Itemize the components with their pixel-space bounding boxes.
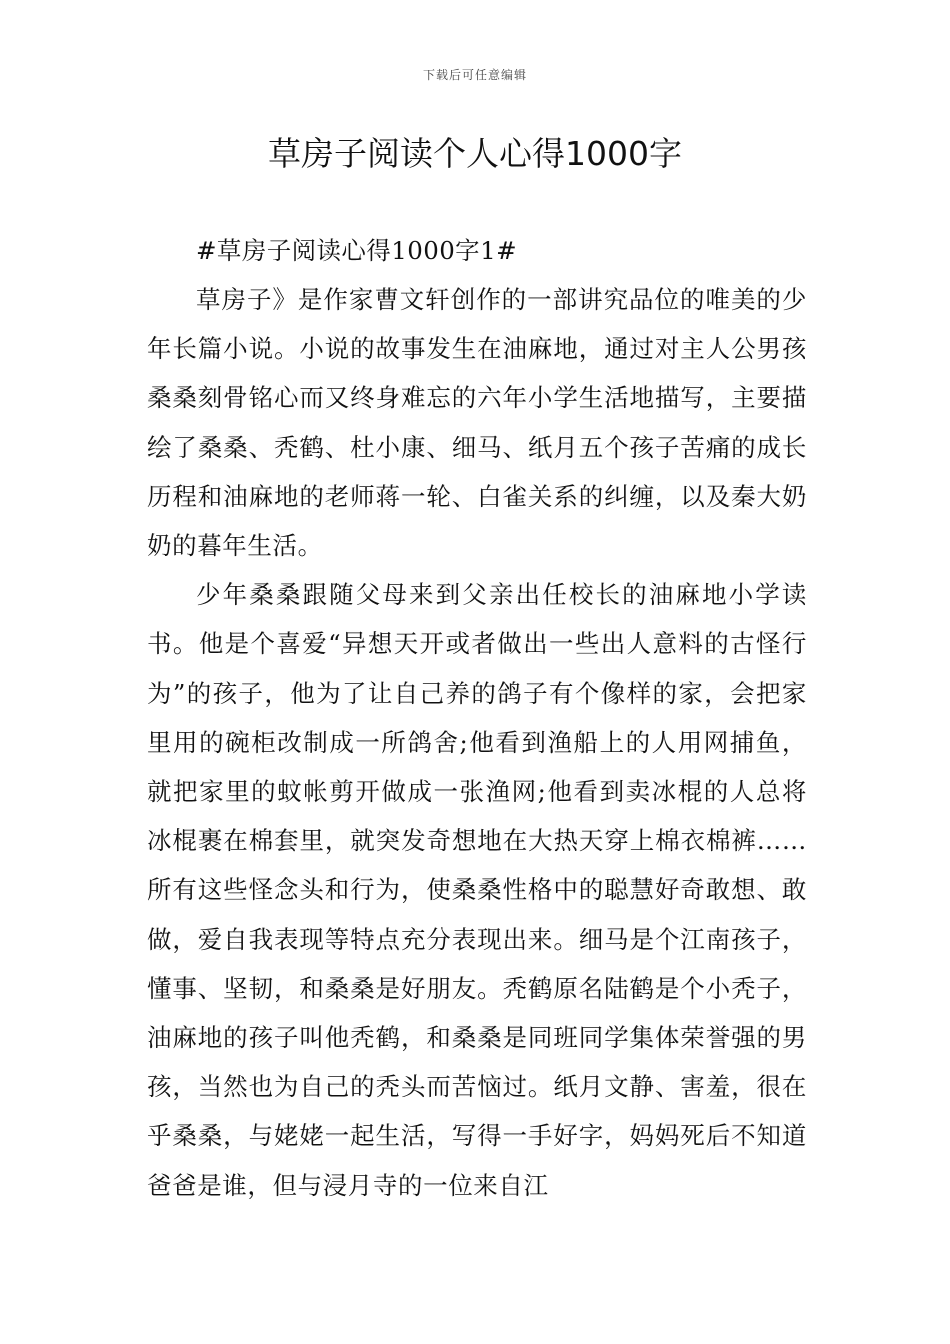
- document-title: 草房子阅读个人心得1000字: [268, 134, 682, 173]
- section-heading: #草房子阅读心得1000字1#: [196, 236, 517, 265]
- header-note: 下载后可任意编辑: [422, 68, 527, 82]
- document-body: [147, 228, 807, 1210]
- paragraph-1: 草房子》是作家曹文轩创作的一部讲究品位的唯美的少年长篇小说。小说的故事发生在油麻地，通过对主人公男孩桑桑刻骨铭心而又终身难忘的六年小学生活地描写，主要描绘了桑桑、秃鹤、杜小康、细马、纸月五个孩子苦痛的成长历程和油麻地的老师蒋一轮、白雀关系的纠缠，以及秦大奶奶的暮年生活。: [147, 285, 807, 561]
- paragraph-2: 少年桑桑跟随父母来到父亲出任校长的油麻地小学读书。他是个喜爱“异想天开或者做出一些出人意料的古怪行为”的孩子，他为了让自己养的鸽子有个像样的家，会把家里用的碗柜改制成一所鸽舍;他看到渔船上的人用网捕鱼，就把家里的蚊帐剪开做成一张渔网;他看到卖冰棍的人总将冰棍裹在棉套里，就突发奇想地在大热天穿上棉衣棉裤……所有这些怪念头和行为，使桑桑性格中的聪慧好奇敢想、敢做，爱自我表现等特点充分表现出来。细马是个江南孩子，懂事、坚韧，和桑桑是好朋友。秃鹤原名陆鹤是个小秃子，油麻地的孩子叫他秃鹤，和桑桑是同班同学集体荣誉强的男孩，当然也为自己的秃头而苦恼过。纸月文静、害羞，很在乎桑桑，与姥姥一起生活，写得一手好字，妈妈死后不知道爸爸是谁，但与浸月寺的一位来自江: [147, 580, 807, 1200]
